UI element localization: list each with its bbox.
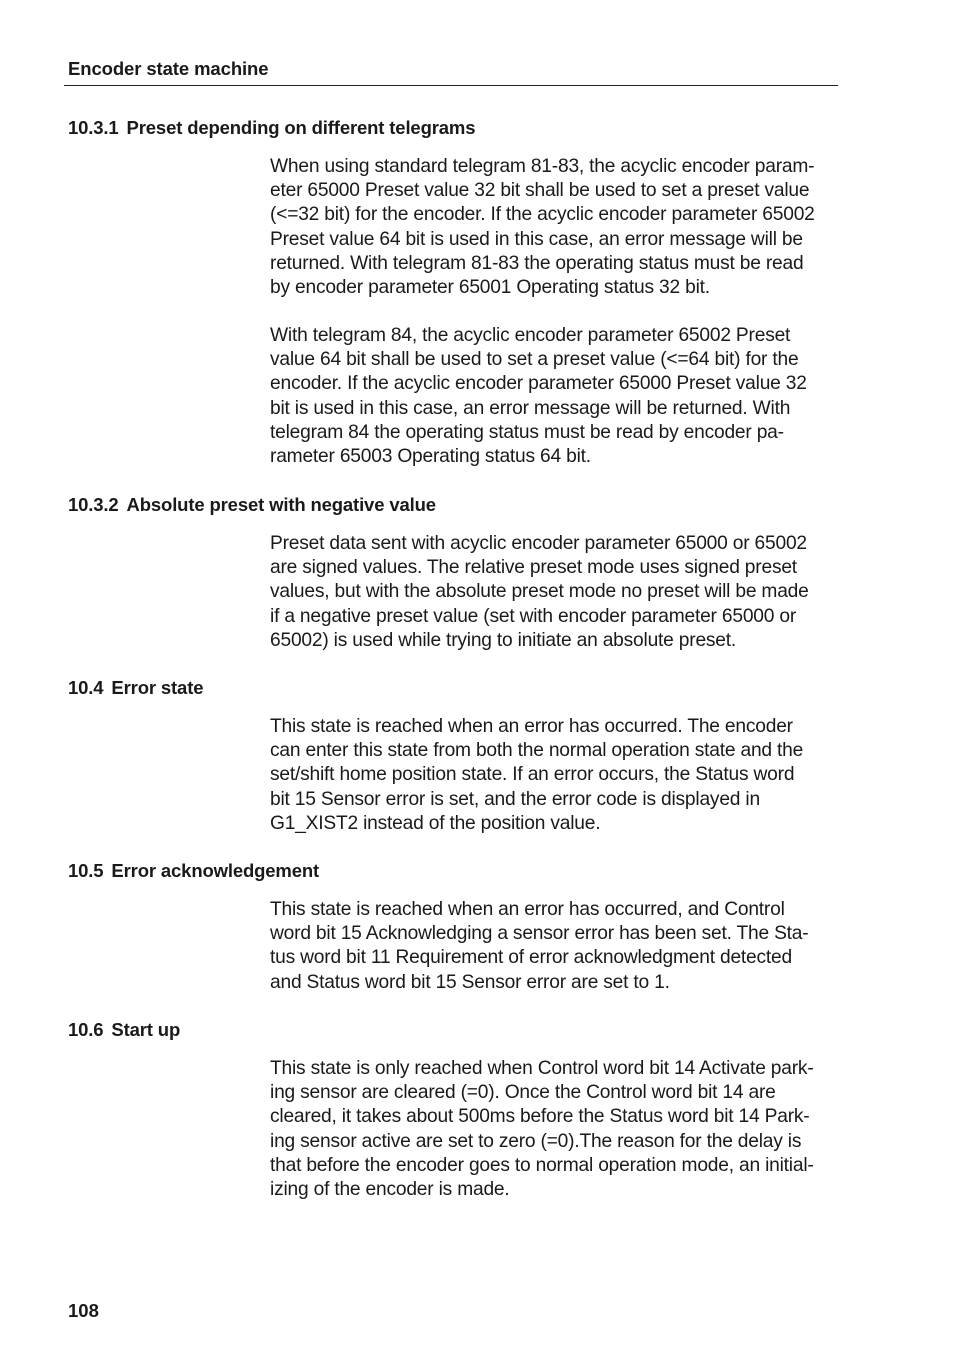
- paragraph-preset-telegram-81-83: [270, 155, 815, 300]
- section-heading-10-3-1: [68, 117, 475, 139]
- paragraph-start-up: [270, 1057, 814, 1202]
- text-line: 65002) is used while trying to initiate an absolute preset.: [270, 629, 737, 651]
- text-line: tus word bit 11 Requirement of error acknowledgment detected: [270, 947, 792, 969]
- text-line: telegram 84 the operating status must be read by encoder pa-: [270, 421, 784, 443]
- section-number: 10.6: [68, 1019, 104, 1040]
- text-line: set/shift home position state. If an error occurs, the Status word: [270, 764, 795, 786]
- text-line: are signed values. The relative preset mode uses signed preset: [270, 557, 797, 579]
- section-heading-10-5: [68, 860, 319, 882]
- text-line: This state is only reached when Control word bit 14 Activate park-: [270, 1058, 814, 1079]
- section-heading-10-6: [68, 1019, 180, 1041]
- text-line: can enter this state from both the normal operation state and the: [270, 740, 804, 762]
- paragraph-absolute-preset: [270, 532, 809, 653]
- text-line: if a negative preset value (set with encoder parameter 65000 or: [270, 605, 797, 627]
- section-number: 10.3.1: [68, 117, 119, 138]
- section-title: Error state: [111, 677, 204, 698]
- section-number: 10.4: [68, 677, 104, 698]
- text-line: encoder. If the acyclic encoder parameter 65000 Preset value 32: [270, 373, 807, 395]
- text-line: values, but with the absolute preset mode no preset will be made: [270, 581, 809, 603]
- text-line: and Status word bit 15 Sensor error are set to 1.: [270, 971, 670, 993]
- text-line: ing sensor active are set to zero (=0).The reason for the delay is: [270, 1130, 802, 1152]
- text-line: Preset data sent with acyclic encoder parameter 65000 or 65002: [270, 533, 807, 554]
- text-line: by encoder parameter 65001 Operating status 32 bit.: [270, 277, 710, 299]
- text-line: This state is reached when an error has occurred. The encoder: [270, 716, 793, 737]
- text-line: bit 15 Sensor error is set, and the error code is displayed in: [270, 788, 760, 810]
- text-line: ing sensor are cleared (=0). Once the Control word bit 14 are: [270, 1082, 776, 1104]
- section-number: 10.5: [68, 860, 104, 881]
- text-line: returned. With telegram 81-83 the operating status must be read: [270, 252, 804, 274]
- text-line: With telegram 84, the acyclic encoder parameter 65002 Preset: [270, 325, 791, 346]
- running-header: Encoder state machine: [68, 58, 269, 79]
- text-line: izing of the encoder is made.: [270, 1179, 510, 1201]
- section-title: Error acknowledgement: [111, 860, 320, 881]
- text-line: G1_XIST2 instead of the position value.: [270, 812, 601, 834]
- section-number: 10.3.2: [68, 494, 119, 515]
- section-heading-10-3-2: [68, 494, 436, 516]
- text-line: word bit 15 Acknowledging a sensor error has been set. The Sta-: [270, 923, 809, 945]
- text-line: rameter 65003 Operating status 64 bit.: [270, 446, 591, 468]
- section-title: Start up: [111, 1019, 181, 1040]
- header-divider: [64, 85, 838, 86]
- section-heading-10-4: [68, 677, 203, 699]
- paragraph-error-acknowledgement: [270, 898, 808, 995]
- text-line: Preset value 64 bit is used in this case, an error message will be: [270, 228, 803, 250]
- text-line: eter 65000 Preset value 32 bit shall be used to set a preset value: [270, 180, 810, 202]
- text-line: value 64 bit shall be used to set a preset value (<=64 bit) for the: [270, 349, 799, 371]
- text-line: (<=32 bit) for the encoder. If the acyclic encoder parameter 65002: [270, 204, 815, 226]
- text-line: that before the encoder goes to normal operation mode, an initial-: [270, 1154, 814, 1176]
- paragraph-error-state: [270, 715, 803, 836]
- paragraph-preset-telegram-84: [270, 324, 807, 469]
- section-title: Preset depending on different telegrams: [126, 117, 476, 138]
- section-title: Absolute preset with negative value: [126, 494, 436, 515]
- text-line: bit is used in this case, an error message will be returned. With: [270, 397, 791, 419]
- page-number: 108: [68, 1300, 99, 1321]
- text-line: cleared, it takes about 500ms before the Status word bit 14 Park-: [270, 1106, 810, 1128]
- text-line: This state is reached when an error has occurred, and Control: [270, 899, 785, 920]
- text-line: When using standard telegram 81-83, the acyclic encoder param-: [270, 156, 815, 177]
